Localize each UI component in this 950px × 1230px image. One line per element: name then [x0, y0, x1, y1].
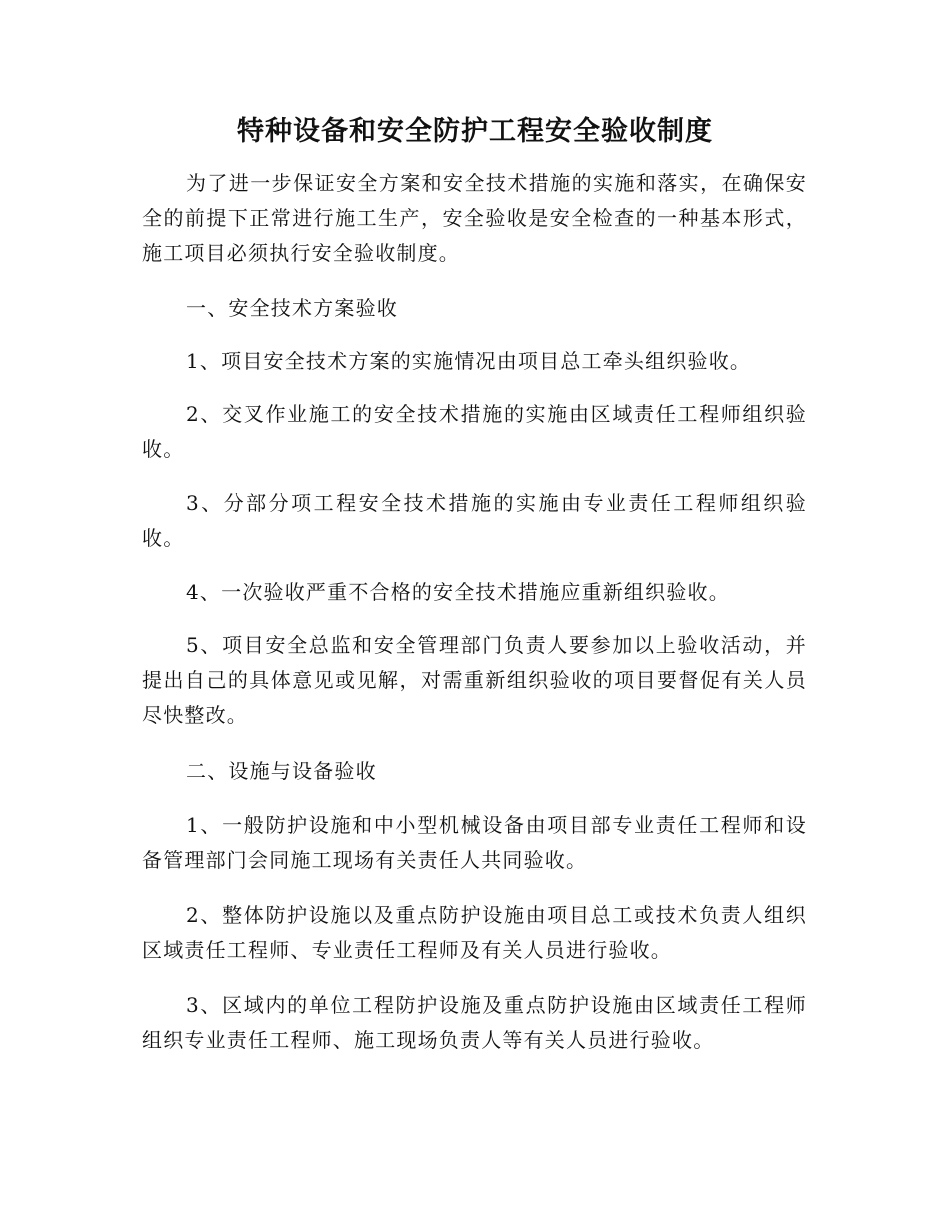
section-1-item-4: 4、一次验收严重不合格的安全技术措施应重新组织验收。 [186, 580, 730, 604]
intro-paragraph: 为了进一步保证安全方案和安全技术措施的实施和落实，在确保安全的前提下正常进行施工生产，安全验收是安全检查的一种基本形式，施工项目必须执行安全验收制度。 [142, 171, 807, 265]
section-1-item-3: 3、分部分项工程安全技术措施的实施由专业责任工程师组织验收。 [142, 491, 807, 550]
section-heading-2: 二、设施与设备验收 [186, 759, 377, 783]
section-2-item-2: 2、整体防护设施以及重点防护设施由项目总工或技术负责人组织区域责任工程师、专业责任工程师及有关人员进行验收。 [142, 903, 807, 962]
section-1-item-1: 1、项目安全技术方案的实施情况由项目总工牵头组织验收。 [186, 349, 752, 373]
document-title: 特种设备和安全防护工程安全验收制度 [237, 116, 713, 147]
section-2-item-3: 3、区域内的单位工程防护设施及重点防护设施由区域责任工程师组织专业责任工程师、施工现场负责人等有关人员进行验收。 [142, 993, 807, 1052]
section-heading-1: 一、安全技术方案验收 [186, 296, 398, 320]
section-2-item-1: 1、一般防护设施和中小型机械设备由项目部专业责任工程师和设备管理部门会同施工现场有关责任人共同验收。 [142, 813, 807, 872]
section-1-item-5: 5、项目安全总监和安全管理部门负责人要参加以上验收活动，并提出自己的具体意见或见解，对需重新组织验收的项目要督促有关人员尽快整改。 [142, 633, 807, 727]
section-1-item-2: 2、交叉作业施工的安全技术措施的实施由区域责任工程师组织验收。 [142, 402, 807, 461]
